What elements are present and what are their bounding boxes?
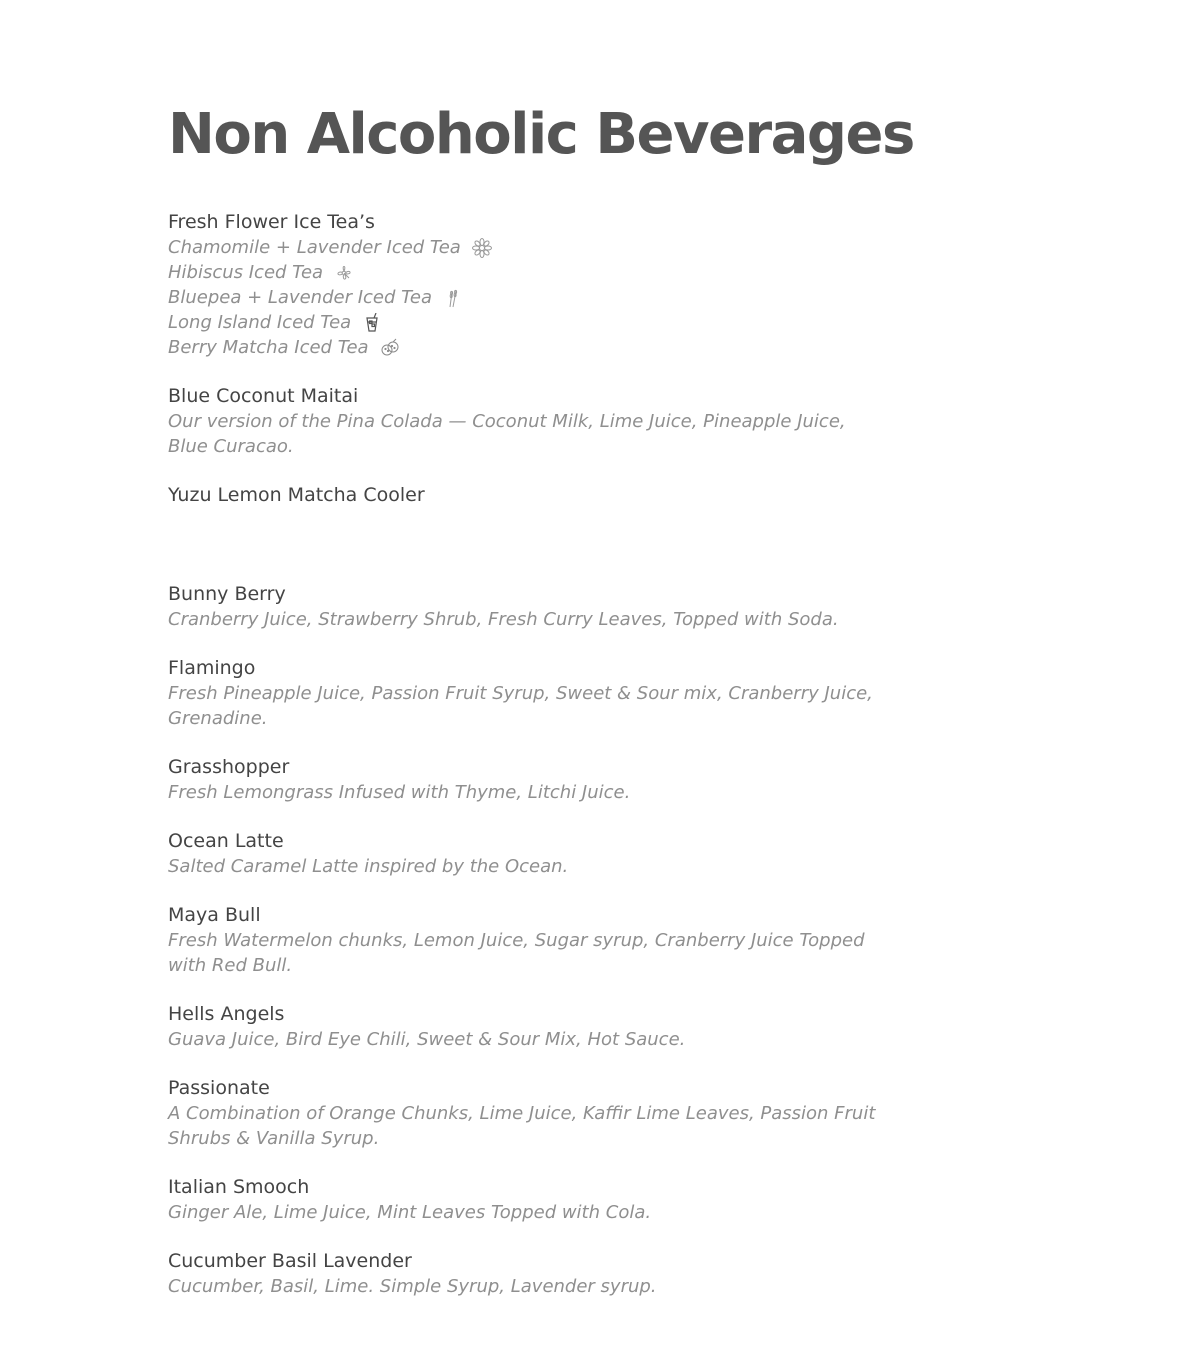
menu-item xyxy=(168,1002,928,1052)
item-description: Fresh Watermelon chunks, Lemon Juice, Sugar syrup, Cranberry Juice Topped with Red Bull. xyxy=(168,930,865,976)
menu-item xyxy=(168,1076,928,1151)
item-name: Fresh Flower Ice Tea’s xyxy=(168,211,375,233)
item-description: A Combination of Orange Chunks, Lime Juice, Kaffir Lime Leaves, Passion Fruit Shrubs & Vanilla Syrup. xyxy=(168,1103,876,1149)
tea-label: Bluepea + Lavender Iced Tea xyxy=(168,287,433,308)
page-title: Non Alcoholic Beverages xyxy=(168,102,914,167)
item-description: Salted Caramel Latte inspired by the Ocean. xyxy=(168,856,569,877)
chamomile-flower-icon xyxy=(471,238,493,258)
iced-tea-glass-icon xyxy=(361,313,383,333)
menu-item xyxy=(168,656,928,731)
item-description: Cucumber, Basil, Lime. Simple Syrup, Lavender syrup. xyxy=(168,1276,657,1297)
tea-line-berry-matcha xyxy=(168,335,928,360)
hibiscus-flower-icon xyxy=(333,263,355,283)
menu-item xyxy=(168,903,928,978)
lavender-sprig-icon xyxy=(442,288,464,308)
tea-label: Chamomile + Lavender Iced Tea xyxy=(168,237,461,258)
item-name: Grasshopper xyxy=(168,756,290,778)
item-name: Ocean Latte xyxy=(168,830,284,852)
item-name: Blue Coconut Maitai xyxy=(168,385,359,407)
menu-item-fresh-flower-ice-teas xyxy=(168,210,928,360)
item-name: Maya Bull xyxy=(168,904,261,926)
tea-line-chamomile xyxy=(168,235,928,260)
berries-icon xyxy=(379,338,401,358)
tea-line-hibiscus xyxy=(168,260,928,285)
item-description: Fresh Pineapple Juice, Passion Fruit Syrup, Sweet & Sour mix, Cranberry Juice, Grenadine. xyxy=(168,683,873,729)
item-description: Ginger Ale, Lime Juice, Mint Leaves Topped with Cola. xyxy=(168,1202,652,1223)
item-description: Cranberry Juice, Strawberry Shrub, Fresh Curry Leaves, Topped with Soda. xyxy=(168,609,839,630)
menu-item xyxy=(168,829,928,879)
tea-label: Hibiscus Iced Tea xyxy=(168,262,324,283)
item-name: Bunny Berry xyxy=(168,583,286,605)
menu-item xyxy=(168,1175,928,1225)
item-description: Guava Juice, Bird Eye Chili, Sweet & Sour Mix, Hot Sauce. xyxy=(168,1029,686,1050)
tea-line-bluepea xyxy=(168,285,928,310)
menu-item xyxy=(168,755,928,805)
item-name: Yuzu Lemon Matcha Cooler xyxy=(168,484,425,506)
item-description: Fresh Lemongrass Infused with Thyme, Litchi Juice. xyxy=(168,782,631,803)
item-description: Our version of the Pina Colada — Coconut Milk, Lime Juice, Pineapple Juice, Blue Curacao. xyxy=(168,411,846,457)
menu-item xyxy=(168,1249,928,1299)
menu-item xyxy=(168,483,928,558)
tea-label: Long Island Iced Tea xyxy=(168,312,352,333)
tea-label: Berry Matcha Iced Tea xyxy=(168,337,369,358)
item-name: Passionate xyxy=(168,1077,270,1099)
item-name: Cucumber Basil Lavender xyxy=(168,1250,412,1272)
item-name: Italian Smooch xyxy=(168,1176,310,1198)
tea-line-long-island xyxy=(168,310,928,335)
item-name: Hells Angels xyxy=(168,1003,285,1025)
menu-item xyxy=(168,582,928,632)
menu-item xyxy=(168,384,928,459)
menu-list xyxy=(168,210,928,1323)
item-name: Flamingo xyxy=(168,657,256,679)
